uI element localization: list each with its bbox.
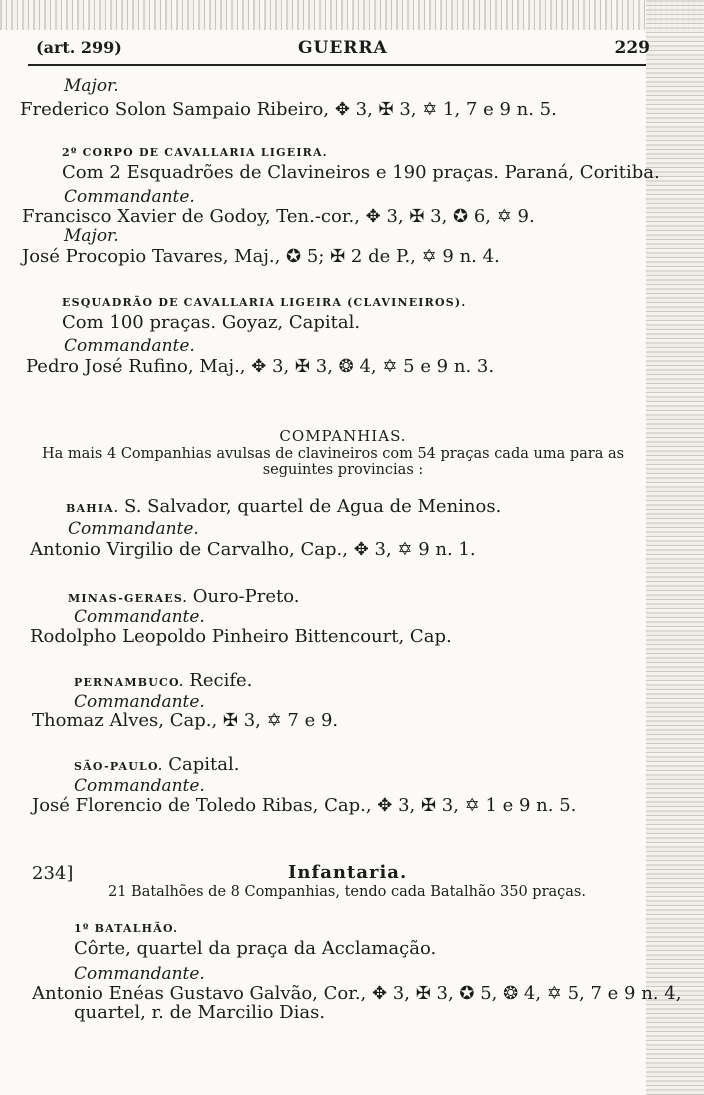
garrison-place: Recife.	[189, 670, 253, 691]
header-rule	[28, 64, 646, 66]
province-name: BAHIA.	[66, 502, 119, 515]
company-entry-bahia	[66, 496, 501, 517]
garrison-place: S. Salvador, quartel de Agua de Meninos.	[124, 496, 502, 517]
section-title: ESQUADRÃO DE CAVALLARIA LIGEIRA (CLAVINEIROS).	[62, 296, 467, 309]
officer-line: Francisco Xavier de Godoy, Ten.-cor., ✥ 3, ✠ 3, ✪ 6, ✡ 9.	[22, 206, 535, 227]
officer-line: Pedro José Rufino, Maj., ✥ 3, ✠ 3, ❂ 4, ✡ 5 e 9 n. 3.	[26, 356, 495, 377]
article-ref: (art. 299)	[36, 38, 122, 57]
article-number: 234]	[32, 863, 74, 884]
unit-description: Com 2 Esquadrões de Clavineiros e 190 praças. Paraná, Coritiba.	[62, 162, 660, 183]
garrison-place: Capital.	[168, 754, 240, 775]
companhias-intro: Ha mais 4 Companhias avulsas de clavineiros com 54 praças cada uma para as	[42, 446, 625, 462]
officer-line: Antonio Virgilio de Carvalho, Cap., ✥ 3, ✡ 9 n. 1.	[30, 539, 476, 560]
garrison-place: Ouro-Preto.	[192, 586, 300, 607]
province-name: SÃO-PAULO.	[74, 760, 164, 773]
infantaria-heading: Infantaria.	[288, 862, 408, 883]
province-name: PERNAMBUCO.	[74, 676, 185, 689]
officer-line-cont: quartel, r. de Marcilio Dias.	[74, 1002, 326, 1023]
province-name: MINAS-GERAES.	[68, 592, 188, 605]
company-entry-minas	[68, 586, 299, 607]
companhias-heading: COMPANHIAS.	[279, 427, 407, 445]
commander-label: Commandante.	[74, 692, 205, 712]
section-title: 2º CORPO DE CAVALLARIA LIGEIRA.	[62, 146, 328, 159]
running-header	[36, 38, 650, 66]
major-label: Major.	[64, 226, 119, 246]
officer-line: José Procopio Tavares, Maj., ✪ 5; ✠ 2 de P., ✡ 9 n. 4.	[22, 246, 500, 267]
officer-line: Thomaz Alves, Cap., ✠ 3, ✡ 7 e 9.	[32, 710, 339, 731]
unit-description: Com 100 praças. Goyaz, Capital.	[62, 312, 361, 333]
infantaria-description: 21 Batalhões de 8 Companhias, tendo cada Batalhão 350 praças.	[108, 884, 586, 900]
commander-label: Commandante.	[64, 336, 195, 356]
officer-line: José Florencio de Toledo Ribas, Cap., ✥ 3, ✠ 3, ✡ 1 e 9 n. 5.	[32, 795, 577, 816]
battalion-title: 1º BATALHÃO.	[74, 922, 179, 935]
officer-line: Frederico Solon Sampaio Ribeiro, ✥ 3, ✠ 3, ✡ 1, 7 e 9 n. 5.	[20, 99, 557, 120]
company-entry-pernambuco	[74, 670, 252, 691]
commander-label: Commandante.	[74, 964, 205, 984]
page-number: 229	[614, 38, 650, 58]
header-title: GUERRA	[298, 38, 388, 58]
commander-label: Commandante.	[64, 187, 195, 207]
commander-label: Commandante.	[74, 776, 205, 796]
company-entry-sao-paulo	[74, 754, 239, 775]
officer-line: Antonio Enéas Gustavo Galvão, Cor., ✥ 3, ✠ 3, ✪ 5, ❂ 4, ✡ 5, 7 e 9 n. 4,	[32, 983, 682, 1004]
battalion-place: Côrte, quartel da praça da Acclamação.	[74, 938, 437, 959]
major-label: Major.	[64, 76, 119, 96]
commander-label: Commandante.	[74, 607, 205, 627]
officer-line: Rodolpho Leopoldo Pinheiro Bittencourt, Cap.	[30, 626, 452, 647]
companhias-intro-cont: seguintes provincias :	[262, 462, 424, 478]
commander-label: Commandante.	[68, 519, 199, 539]
